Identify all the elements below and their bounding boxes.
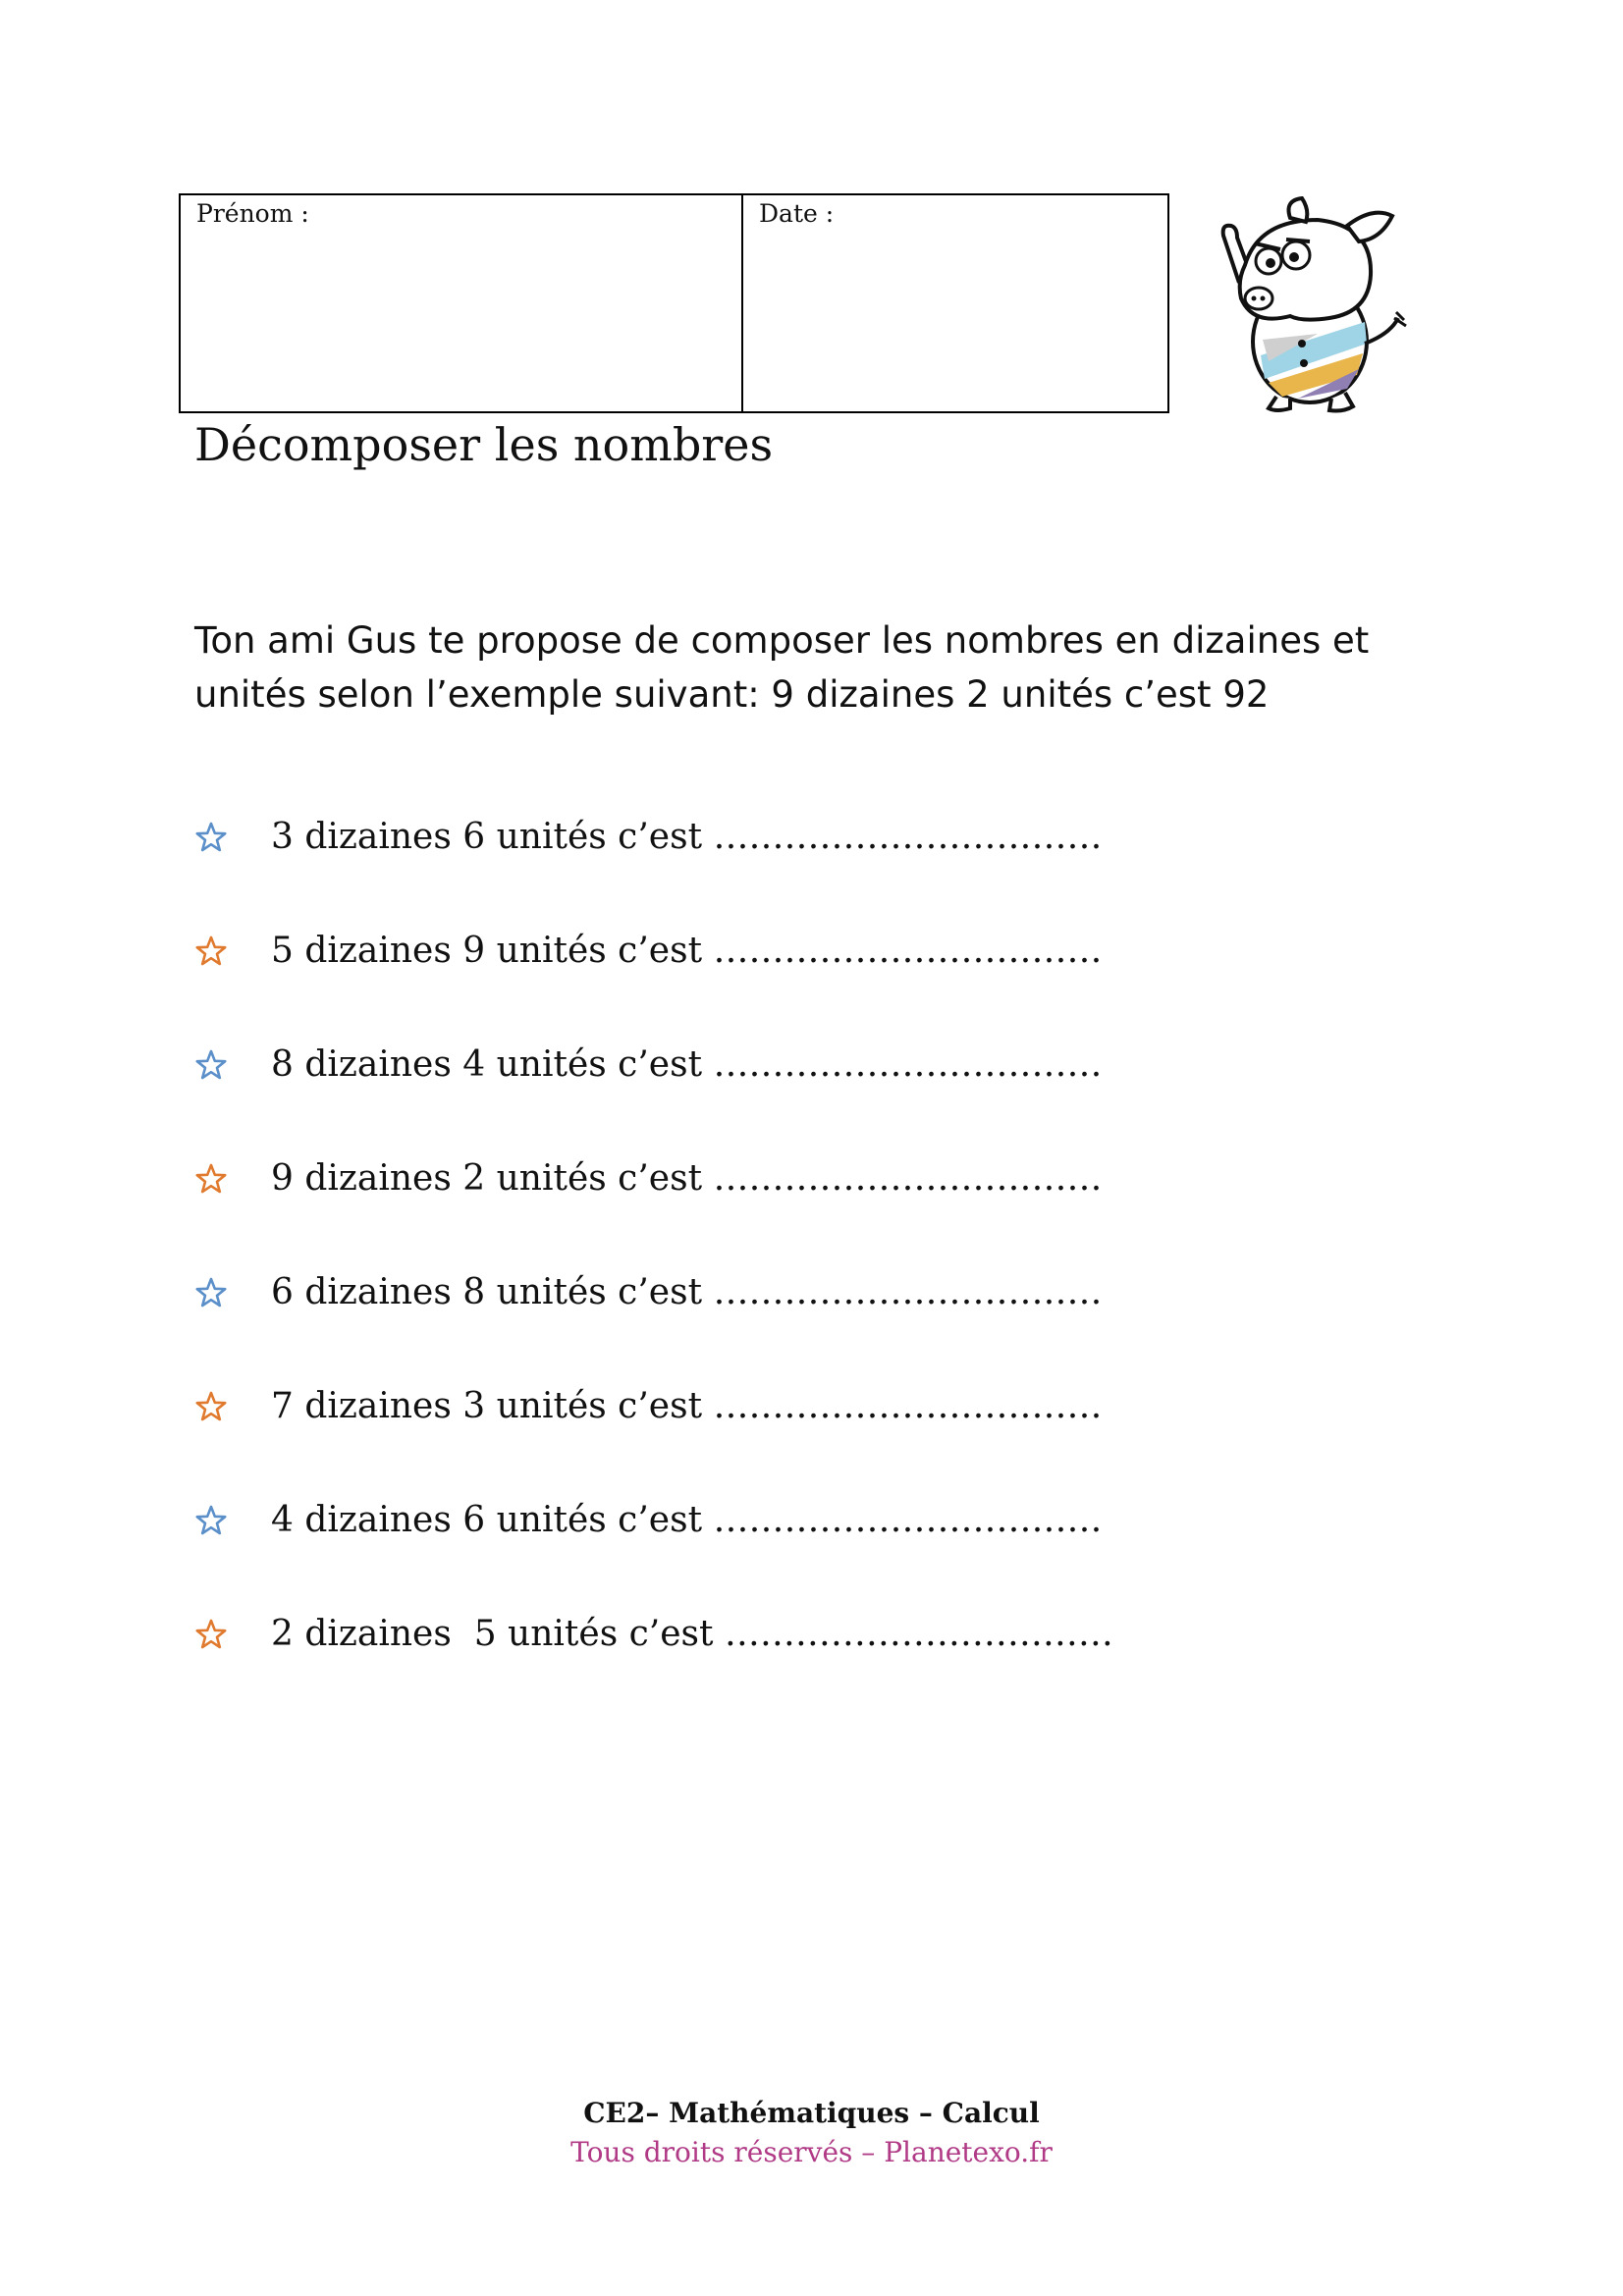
- instructions: [194, 614, 1422, 721]
- prenom-cell[interactable]: [181, 195, 743, 411]
- exercise-text: 4 dizaines 6 unités c’est ……………………………: [271, 1500, 1103, 1540]
- exercise-item: [194, 817, 1113, 931]
- star-icon: [194, 1618, 228, 1651]
- exercise-text: 6 dizaines 8 unités c’est ……………………………: [271, 1272, 1103, 1312]
- prenom-label: Prénom :: [196, 199, 309, 228]
- star-icon: [194, 1504, 228, 1537]
- exercise-text: 8 dizaines 4 unités c’est ……………………………: [271, 1044, 1103, 1085]
- star-icon: [194, 1048, 228, 1082]
- gus-mascot-illustration: [1200, 196, 1408, 414]
- exercise-item: [194, 1500, 1113, 1614]
- exercise-item: [194, 1044, 1113, 1158]
- star-icon: [194, 1276, 228, 1309]
- date-label: Date :: [759, 199, 835, 228]
- exercise-text: 2 dizaines 5 unités c’est ……………………………: [271, 1614, 1113, 1654]
- star-icon: [194, 934, 228, 968]
- footer-course: CE2– Mathématiques – Calcul: [583, 2097, 1040, 2129]
- exercise-item: [194, 1272, 1113, 1386]
- exercise-text: 3 dizaines 6 unités c’est ……………………………: [271, 817, 1103, 857]
- star-icon: [194, 821, 228, 854]
- exercise-item: [194, 1158, 1113, 1272]
- name-date-box: [179, 193, 1169, 413]
- instructions-line-1: Ton ami Gus te propose de composer les nombres en dizaines et: [194, 619, 1370, 662]
- date-cell[interactable]: [743, 195, 1167, 411]
- exercise-item: [194, 1614, 1113, 1728]
- exercise-text: 7 dizaines 3 unités c’est ……………………………: [271, 1386, 1103, 1426]
- star-icon: [194, 1390, 228, 1423]
- page-title: Décomposer les nombres: [194, 418, 774, 471]
- exercise-text: 5 dizaines 9 unités c’est ……………………………: [271, 931, 1103, 971]
- exercise-item: [194, 1386, 1113, 1500]
- exercise-text: 9 dizaines 2 unités c’est ……………………………: [271, 1158, 1103, 1199]
- footer-rights: Tous droits réservés – Planetexo.fr: [570, 2136, 1053, 2168]
- exercise-item: [194, 931, 1113, 1044]
- instructions-line-2: unités selon l’exemple suivant: 9 dizaines 2 unités c’est 92: [194, 673, 1270, 716]
- star-icon: [194, 1162, 228, 1196]
- exercise-list: [194, 817, 1113, 1728]
